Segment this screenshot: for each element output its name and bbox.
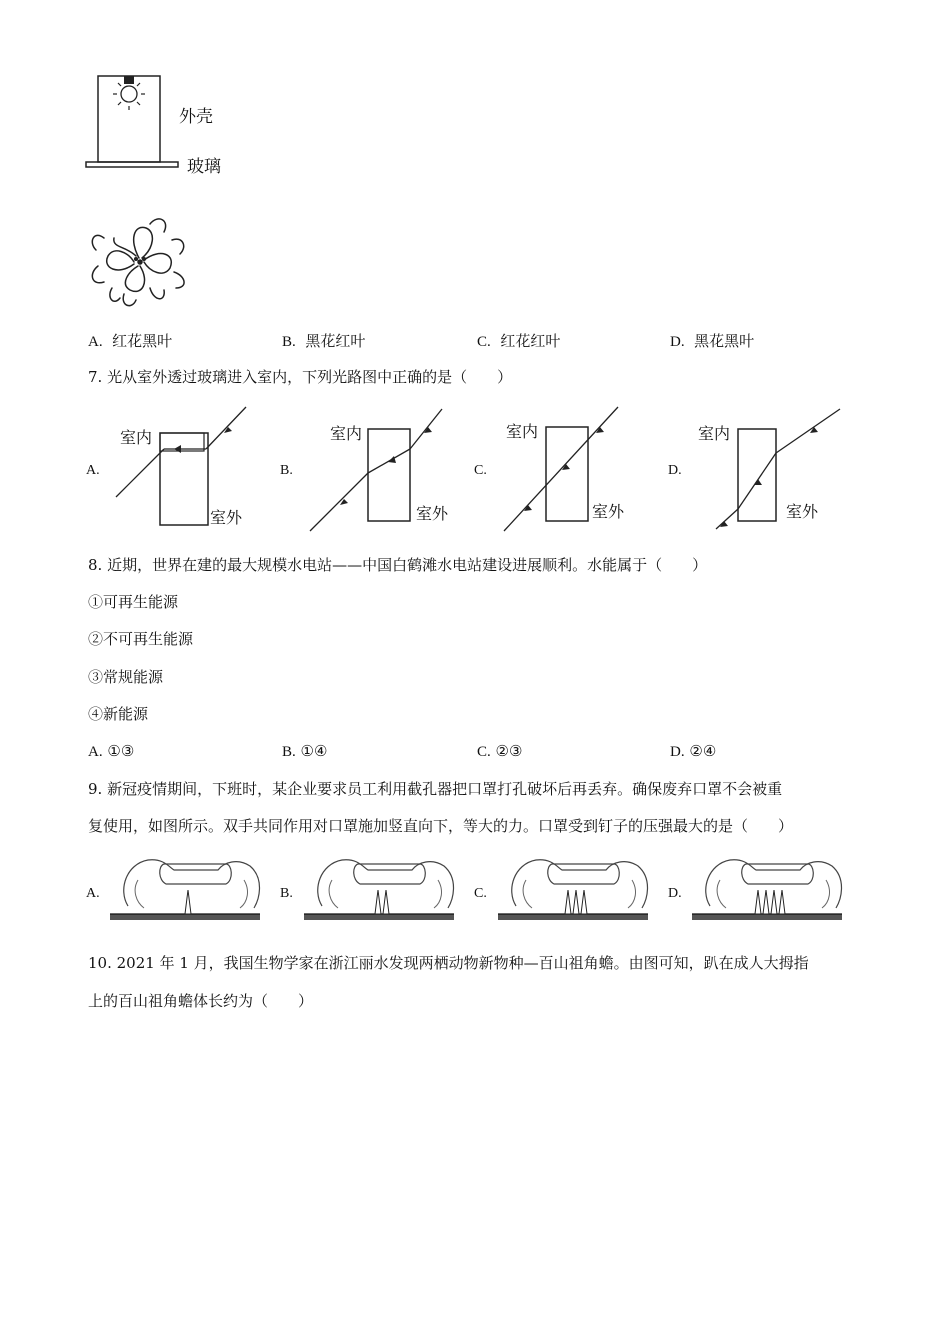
q8-item-3: ③常规能源	[88, 668, 164, 686]
nail	[771, 890, 777, 914]
q9-diagram-a[interactable]	[86, 850, 266, 930]
base-plate	[304, 914, 454, 920]
nail	[375, 890, 381, 914]
flower-figure	[84, 210, 194, 315]
outdoor-label: 室外	[786, 502, 819, 521]
q9-diagram-c[interactable]	[474, 850, 654, 930]
glass-label: 玻璃	[187, 157, 221, 177]
indoor-label: 室内	[120, 428, 153, 447]
q6-option-a[interactable]	[88, 330, 172, 351]
option-letter: B.	[280, 463, 293, 478]
q8-option-a[interactable]	[88, 742, 134, 761]
nail	[755, 890, 761, 914]
option-letter: A.	[86, 886, 100, 901]
q7-diagram-c[interactable]	[474, 405, 654, 535]
q9-diagram-b[interactable]	[280, 850, 460, 930]
light-path-diagram	[688, 405, 848, 535]
option-text: ②③	[495, 742, 523, 760]
nail	[185, 890, 191, 914]
q9-stem-line2: 复使用，如图所示。双手共同作用对口罩施加竖直向下，等大的力。口罩受到钉子的压强最大的是（ ）	[88, 817, 794, 835]
hole-puncher-sketch	[302, 850, 462, 930]
q8-option-c[interactable]	[477, 742, 522, 761]
option-letter: B.	[280, 886, 293, 901]
base-plate	[498, 914, 648, 920]
q10-stem-line1: 10. 2021 年 1 月，我国生物学家在浙江丽水发现两栖动物新物种—百山祖角蟾。由图可知，趴在成人大拇指	[88, 954, 809, 972]
outdoor-label: 室外	[210, 508, 243, 527]
q10-stem-line2: 上的百山祖角蟾体长约为（ ）	[88, 992, 314, 1010]
option-letter: D.	[670, 744, 685, 760]
q6-option-d[interactable]	[670, 330, 754, 351]
indoor-label: 室内	[330, 424, 363, 443]
outdoor-label: 室外	[592, 502, 625, 521]
nail	[383, 890, 389, 914]
light-path-diagram	[300, 405, 460, 535]
option-text: 红花黑叶	[112, 332, 173, 350]
q9-diagram-row	[86, 850, 866, 930]
option-letter: A.	[88, 744, 103, 760]
q8-item-4: ④新能源	[88, 705, 149, 723]
hole-puncher-sketch	[108, 850, 268, 930]
indoor-label: 室内	[506, 422, 539, 441]
option-letter: C.	[474, 886, 487, 901]
q8-item-1: ①可再生能源	[88, 593, 179, 611]
option-letter: C.	[474, 463, 487, 478]
q7-stem: 7. 光从室外透过玻璃进入室内，下列光路图中正确的是（ ）	[88, 368, 513, 386]
q9-stem-line1: 9. 新冠疫情期间，下班时，某企业要求员工利用截孔器把口罩打孔破坏后再丢弃。确保废弃口罩不会被重	[88, 780, 783, 798]
nail	[779, 890, 785, 914]
base-plate	[110, 914, 260, 920]
nail	[565, 890, 571, 914]
base-plate	[692, 914, 842, 920]
q7-diagram-d[interactable]	[668, 405, 848, 535]
light-path-diagram	[106, 405, 266, 535]
option-letter: D.	[668, 886, 682, 901]
lamp-figure	[84, 70, 244, 180]
option-letter: A.	[86, 463, 100, 478]
option-letter: C.	[477, 744, 491, 760]
option-text: ②④	[689, 742, 717, 760]
option-letter: D.	[668, 463, 682, 478]
option-text: 红花红叶	[500, 332, 561, 350]
q6-option-c[interactable]	[477, 330, 560, 351]
option-text: ①④	[300, 742, 328, 760]
option-text: ①③	[107, 742, 135, 760]
outdoor-label: 室外	[416, 504, 449, 523]
shell-label: 外壳	[179, 107, 213, 127]
nail	[573, 890, 579, 914]
light-path-diagram	[494, 405, 654, 535]
q8-option-b[interactable]	[282, 742, 327, 761]
nail	[581, 890, 587, 914]
option-letter: B.	[282, 334, 296, 350]
q8-stem: 8. 近期，世界在建的最大规模水电站——中国白鹤滩水电站建设进展顺利。水能属于（ ）	[88, 556, 708, 574]
option-letter: D.	[670, 334, 685, 350]
q8-item-2: ②不可再生能源	[88, 630, 194, 648]
option-letter: C.	[477, 334, 491, 350]
q7-diagram-a[interactable]	[86, 405, 266, 535]
option-text: 黑花红叶	[305, 332, 366, 350]
indoor-label: 室内	[698, 424, 731, 443]
q7-diagram-b[interactable]	[280, 405, 460, 535]
hole-puncher-sketch	[496, 850, 656, 930]
nail	[763, 890, 769, 914]
hole-puncher-sketch	[690, 850, 850, 930]
option-letter: B.	[282, 744, 296, 760]
flower-sketch	[84, 210, 194, 315]
q6-option-b[interactable]	[282, 330, 365, 351]
option-text: 黑花黑叶	[694, 332, 755, 350]
q8-option-d[interactable]	[670, 742, 716, 761]
q9-diagram-d[interactable]	[668, 850, 848, 930]
option-letter: A.	[88, 334, 103, 350]
